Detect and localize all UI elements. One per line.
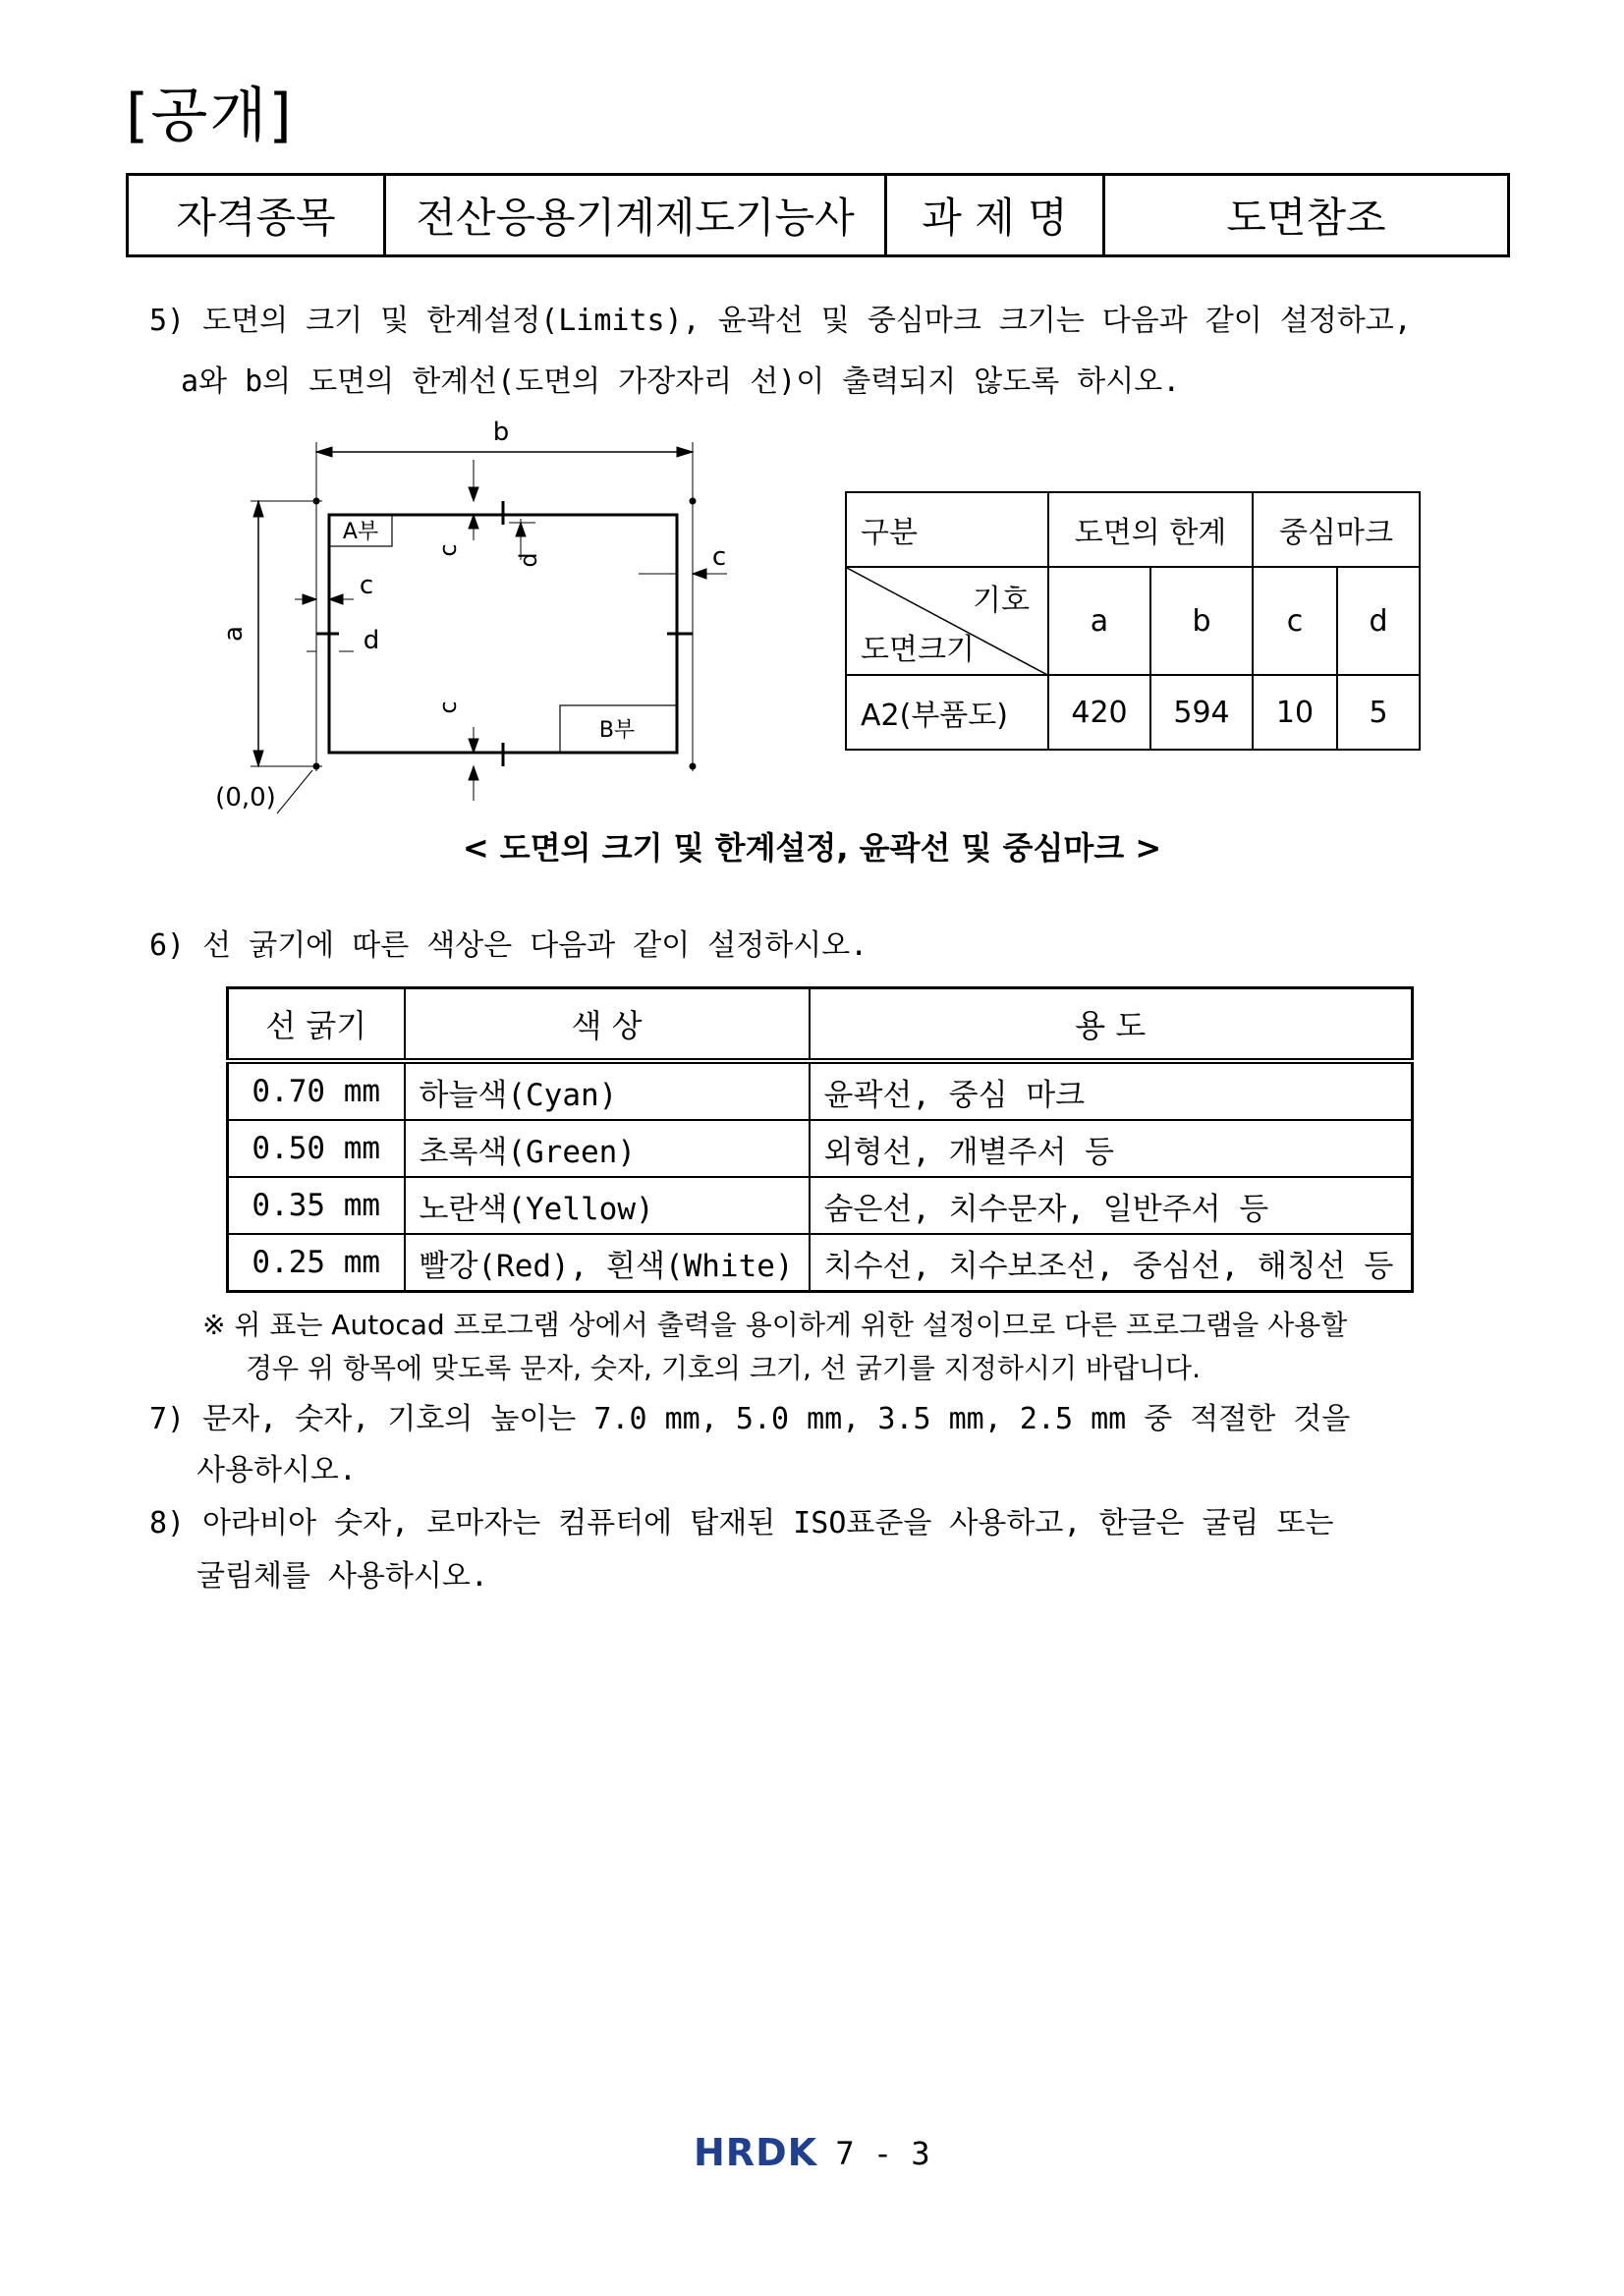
thickness-cell: 0.35 mm [228, 1177, 405, 1234]
usage-cell: 치수선, 치수보조선, 중심선, 해칭선 등 [810, 1234, 1413, 1292]
spec-symbol-b: b [1150, 567, 1253, 675]
item7-line1: 7) 문자, 숫자, 기호의 높이는 7.0 mm, 5.0 mm, 3.5 mm, 2.5 mm 중 적절한 것을 [149, 1402, 1351, 1436]
task-label: 과 제 명 [886, 175, 1104, 256]
spec-symbol-a: a [1048, 567, 1150, 675]
limits-spec-table [845, 491, 1421, 751]
page-footer [0, 2132, 1624, 2179]
limits-diagram [196, 413, 747, 825]
spec-diag-bottom: 도면크기 [861, 633, 975, 667]
spec-header-group: 구분 [846, 492, 1048, 567]
table-row [228, 1061, 1413, 1120]
item8-line1: 8) 아라비아 숫자, 로마자는 컴퓨터에 탑재된 ISO표준을 사용하고, 한글은 굴림 또는 [149, 1506, 1334, 1540]
col-header-thickness: 선 굵기 [228, 988, 405, 1062]
logo-text: HRDK [694, 2132, 818, 2171]
dim-label-c-bottom: c [434, 700, 462, 714]
item7-line2: 사용하시오. [196, 1453, 357, 1487]
dim-label-a: a [219, 626, 249, 642]
spec-header-limit: 도면의 한계 [1048, 492, 1253, 567]
col-header-usage: 용 도 [810, 988, 1413, 1062]
spec-symbol-c: c [1253, 567, 1337, 675]
cert-label: 자격종목 [128, 175, 385, 256]
spec-diagonal-cell [846, 567, 1048, 675]
spec-header-center: 중심마크 [1253, 492, 1420, 567]
color-cell: 빨강(Red), 흰색(White) [405, 1234, 810, 1292]
cert-value: 전산응용기계제도기능사 [385, 175, 886, 256]
page-number: 7 - 3 [835, 2135, 930, 2172]
color-cell: 노란색(Yellow) [405, 1177, 810, 1234]
line-color-table [226, 986, 1414, 1293]
header-table [126, 173, 1510, 257]
table-row [228, 1234, 1413, 1292]
thickness-cell: 0.70 mm [228, 1061, 405, 1120]
spec-symbol-d: d [1337, 567, 1420, 675]
dim-label-b: b [492, 418, 510, 447]
dim-label-c-top: c [434, 543, 462, 557]
hrdk-logo [694, 2132, 821, 2179]
spec-value-d: 5 [1337, 675, 1420, 750]
spec-value-b: 594 [1150, 675, 1253, 750]
item8-line2: 굴림체를 사용하시오. [196, 1559, 488, 1594]
spec-diag-top: 기호 [973, 584, 1030, 618]
part-label-b: B부 [598, 718, 636, 743]
usage-cell: 숨은선, 치수문자, 일반주서 등 [810, 1177, 1413, 1234]
thickness-cell: 0.25 mm [228, 1234, 405, 1292]
origin-label: (0,0) [215, 783, 276, 812]
col-header-color: 색 상 [405, 988, 810, 1062]
part-label-a: A부 [342, 520, 379, 544]
item5-line2: a와 b의 도면의 한계선(도면의 가장자리 선)이 출력되지 않도록 하시오. [181, 364, 1181, 399]
spec-value-a: 420 [1048, 675, 1150, 750]
color-cell: 하늘색(Cyan) [405, 1061, 810, 1120]
color-cell: 초록색(Green) [405, 1120, 810, 1177]
dim-label-d-left: d [363, 626, 380, 655]
task-value: 도면참조 [1104, 175, 1509, 256]
dim-label-c-left: c [359, 571, 374, 600]
thickness-cell: 0.50 mm [228, 1120, 405, 1177]
document-classification-label: [공개] [126, 82, 294, 150]
dim-label-d-top: d [515, 552, 542, 568]
figure-caption: < 도면의 크기 및 한계설정, 윤곽선 및 중심마크 > [462, 829, 1162, 867]
spec-value-c: 10 [1253, 675, 1337, 750]
item5-line1: 5) 도면의 크기 및 한계설정(Limits), 윤곽선 및 중심마크 크기는 다음과 같이 설정하고, [149, 304, 1412, 338]
usage-cell: 외형선, 개별주서 등 [810, 1120, 1413, 1177]
dim-label-c-right: c [711, 542, 727, 572]
note-line1: ※ 위 표는 Autocad 프로그램 상에서 출력을 용이하게 위한 설정이므로 다른 프로그램을 사용할 [202, 1309, 1348, 1341]
spec-row-label: A2(부품도) [846, 675, 1048, 750]
note-line2: 경우 위 항목에 맞도록 문자, 숫자, 기호의 크기, 선 굵기를 지정하시기 바랍니다. [246, 1352, 1201, 1384]
table-row [228, 1177, 1413, 1234]
table-row [228, 1120, 1413, 1177]
item6-text: 6) 선 굵기에 따른 색상은 다음과 같이 설정하시오. [149, 928, 868, 963]
usage-cell: 윤곽선, 중심 마크 [810, 1061, 1413, 1120]
